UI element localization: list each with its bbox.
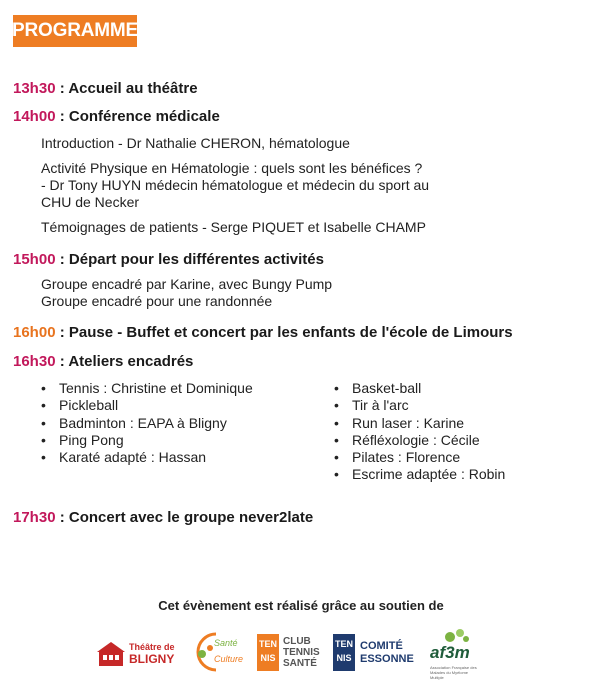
conference-talk-speaker: - Dr Tony HUYN médecin hématologue et médecin du sport au [41, 177, 430, 193]
schedule-title: Conférence médicale [68, 108, 220, 125]
schedule-item-1330: 13h30 : Accueil au théâtre [13, 80, 198, 97]
theatre-bligny-logo: Théâtre de BLIGNY [95, 628, 183, 670]
schedule-time: 13h30 [13, 80, 56, 97]
conference-talk-title: Activité Physique en Hématologie : quels sont les bénéfices ? [41, 160, 423, 176]
list-item: • Tennis : Christine et Dominique [37, 380, 253, 397]
schedule-item-1630: 16h30 : Ateliers encadrés [13, 353, 194, 370]
conference-intro: Introduction - Dr Nathalie CHERON, hématologue [41, 135, 350, 151]
workshops-right-list [330, 380, 505, 484]
schedule-title: Ateliers encadrés [68, 353, 194, 370]
workshops-left-list [37, 380, 253, 466]
list-item: • Basket-ball [330, 380, 505, 397]
programme-badge: PROGRAMME [13, 15, 137, 47]
schedule-item-1600: 16h00 : Pause - Buffet et concert par les enfants de l'école de Limours [13, 324, 513, 341]
list-item: • Tir à l'arc [330, 397, 505, 414]
conference-testimonials: Témoignages de patients - Serge PIQUET et Isabelle CHAMP [41, 219, 426, 235]
departure-group-2: Groupe encadré pour une randonnée [41, 293, 273, 309]
list-item: • Escrime adaptée : Robin [330, 466, 505, 483]
schedule-title: Concert avec le groupe never2late [68, 509, 314, 526]
list-item: • Karaté adapté : Hassan [37, 449, 253, 466]
conference-talk-speaker-cont: CHU de Necker [41, 194, 140, 210]
schedule-item-1500: 15h00 : Départ pour les différentes activités [13, 251, 324, 268]
schedule-title: Pause - Buffet et concert par les enfants de l'école de Limours [68, 324, 513, 341]
schedule-time: 15h00 [13, 251, 56, 268]
af3m-logo: af3m Association Française des Malades du Myélome Multiple [428, 627, 486, 687]
list-item: • Pickleball [37, 397, 253, 414]
comite-essonne-logo: TEN NIS COMITÉ ESSONNE [333, 634, 425, 676]
departure-group-1: Groupe encadré par Karine, avec Bungy Pump [41, 276, 333, 292]
list-item: • Pilates : Florence [330, 449, 505, 466]
list-item: • Ping Pong [37, 432, 253, 449]
schedule-time: 16h30 [13, 353, 56, 370]
schedule-time: 17h30 [13, 509, 56, 526]
list-item: • Réfléxologie : Cécile [330, 432, 505, 449]
schedule-title: Accueil au théâtre [68, 80, 198, 97]
list-item: • Badminton : EAPA à Bligny [37, 415, 253, 432]
sponsors-thanks: Cet évènement est réalisé grâce au soutien de [158, 598, 444, 613]
club-tennis-sante-logo: TEN NIS CLUB TENNIS SANTÉ [259, 636, 320, 669]
schedule-time: 14h00 [13, 108, 56, 125]
schedule-item-1730: 17h30 : Concert avec le groupe never2late [13, 509, 314, 526]
theatre-icon [95, 638, 127, 670]
sante-culture-logo: Santé Culture [188, 628, 244, 674]
sante-culture-icon [188, 628, 244, 674]
list-item: • Run laser : Karine [330, 415, 505, 432]
schedule-time: 16h00 [13, 324, 56, 341]
schedule-item-1400: 14h00 : Conférence médicale [13, 108, 220, 125]
schedule-title: Départ pour les différentes activités [68, 251, 324, 268]
